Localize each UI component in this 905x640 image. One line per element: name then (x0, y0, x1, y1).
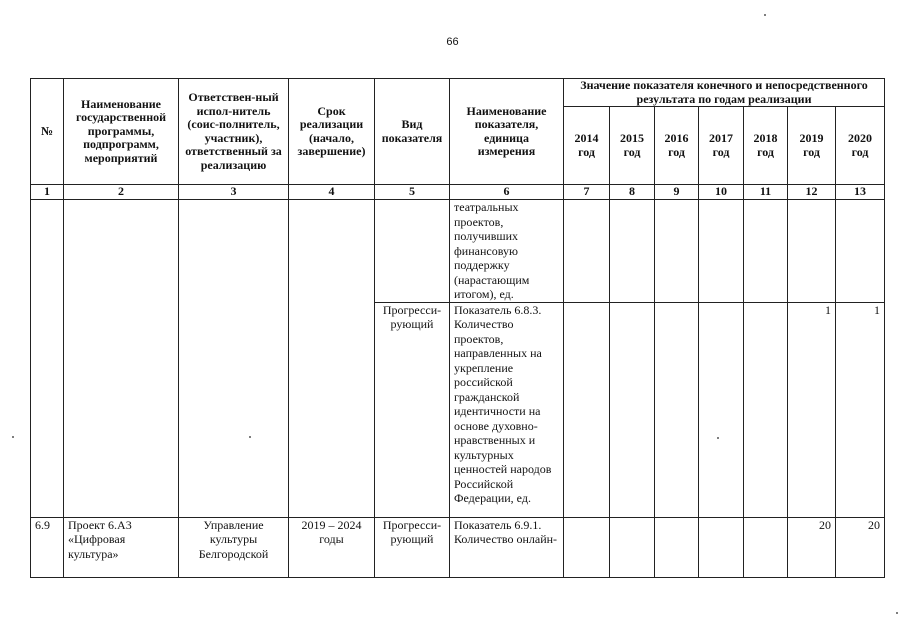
cell-indicator: Показатель 6.8.3. Количество проектов, направленных на укрепление российской гражданской идентичности на основе духовно-нравственных и культурных ценностей народов Российской Федерации, ед. (450, 302, 564, 517)
cell-program: Проект 6.А3 «Цифровая культура» (64, 517, 179, 577)
cell-indicator: Показатель 6.9.1. Количество онлайн- (450, 517, 564, 577)
cell-no: 6.9 (31, 517, 64, 577)
cell-value (788, 200, 836, 303)
cell-value: 20 (788, 517, 836, 577)
header-year: 2015 год (610, 107, 655, 185)
page-number: 66 (446, 36, 459, 48)
column-number: 12 (788, 185, 836, 200)
cell-value (610, 200, 655, 303)
column-number: 9 (655, 185, 699, 200)
cell-value (699, 302, 744, 517)
column-number: 10 (699, 185, 744, 200)
table-row (31, 200, 885, 303)
cell-value (744, 200, 788, 303)
header-year: 2019 год (788, 107, 836, 185)
cell-value: 20 (836, 517, 885, 577)
cell-value (699, 200, 744, 303)
header-year: 2016 год (655, 107, 699, 185)
header-indicator-type: Вид показателя (375, 79, 450, 185)
cell-executor (179, 200, 289, 518)
cell-value (744, 517, 788, 577)
cell-value (655, 200, 699, 303)
cell-indicator: театральных проектов, получивших финансовую поддержку (нарастающим итогом), ед. (450, 200, 564, 303)
column-number: 6 (450, 185, 564, 200)
column-number: 8 (610, 185, 655, 200)
cell-no (31, 200, 64, 518)
cell-program (64, 200, 179, 518)
cell-executor: Управление культуры Белгородской (179, 517, 289, 577)
column-number: 1 (31, 185, 64, 200)
header-executor: Ответствен-ный испол-нитель (соис-полнитель, участник), ответственный за реализацию (179, 79, 289, 185)
header-year: 2020 год (836, 107, 885, 185)
header-values-group: Значение показателя конечного и непосредственного результата по годам реализации (564, 79, 885, 107)
column-number: 4 (289, 185, 375, 200)
cell-value: 1 (788, 302, 836, 517)
scan-speck (896, 612, 898, 614)
column-number: 2 (64, 185, 179, 200)
scan-speck (717, 437, 719, 439)
cell-period (289, 200, 375, 518)
column-number: 3 (179, 185, 289, 200)
scan-speck (12, 436, 14, 438)
cell-value (610, 517, 655, 577)
cell-value (564, 302, 610, 517)
cell-period: 2019 – 2024 годы (289, 517, 375, 577)
table-row (31, 517, 885, 577)
header-year: 2014 год (564, 107, 610, 185)
scan-speck (764, 14, 766, 16)
cell-value (744, 302, 788, 517)
header-indicator-name: Наименование показателя, единица измерения (450, 79, 564, 185)
indicators-table (30, 78, 885, 578)
cell-value (564, 200, 610, 303)
header-year: 2017 год (699, 107, 744, 185)
cell-value (699, 517, 744, 577)
header-no: № (31, 79, 64, 185)
header-period: Срок реализации (начало, завершение) (289, 79, 375, 185)
column-number: 7 (564, 185, 610, 200)
column-number: 13 (836, 185, 885, 200)
header-year: 2018 год (744, 107, 788, 185)
cell-value (564, 517, 610, 577)
cell-value (836, 200, 885, 303)
cell-value (655, 517, 699, 577)
column-number: 5 (375, 185, 450, 200)
cell-value (655, 302, 699, 517)
cell-type (375, 200, 450, 303)
header-program-name: Наименование государственной программы, подпрограмм, мероприятий (64, 79, 179, 185)
cell-value: 1 (836, 302, 885, 517)
cell-value (610, 302, 655, 517)
scan-speck (249, 436, 251, 438)
cell-type: Прогресси-рующий (375, 302, 450, 517)
column-numbers-row (31, 185, 885, 200)
cell-type: Прогресси-рующий (375, 517, 450, 577)
column-number: 11 (744, 185, 788, 200)
